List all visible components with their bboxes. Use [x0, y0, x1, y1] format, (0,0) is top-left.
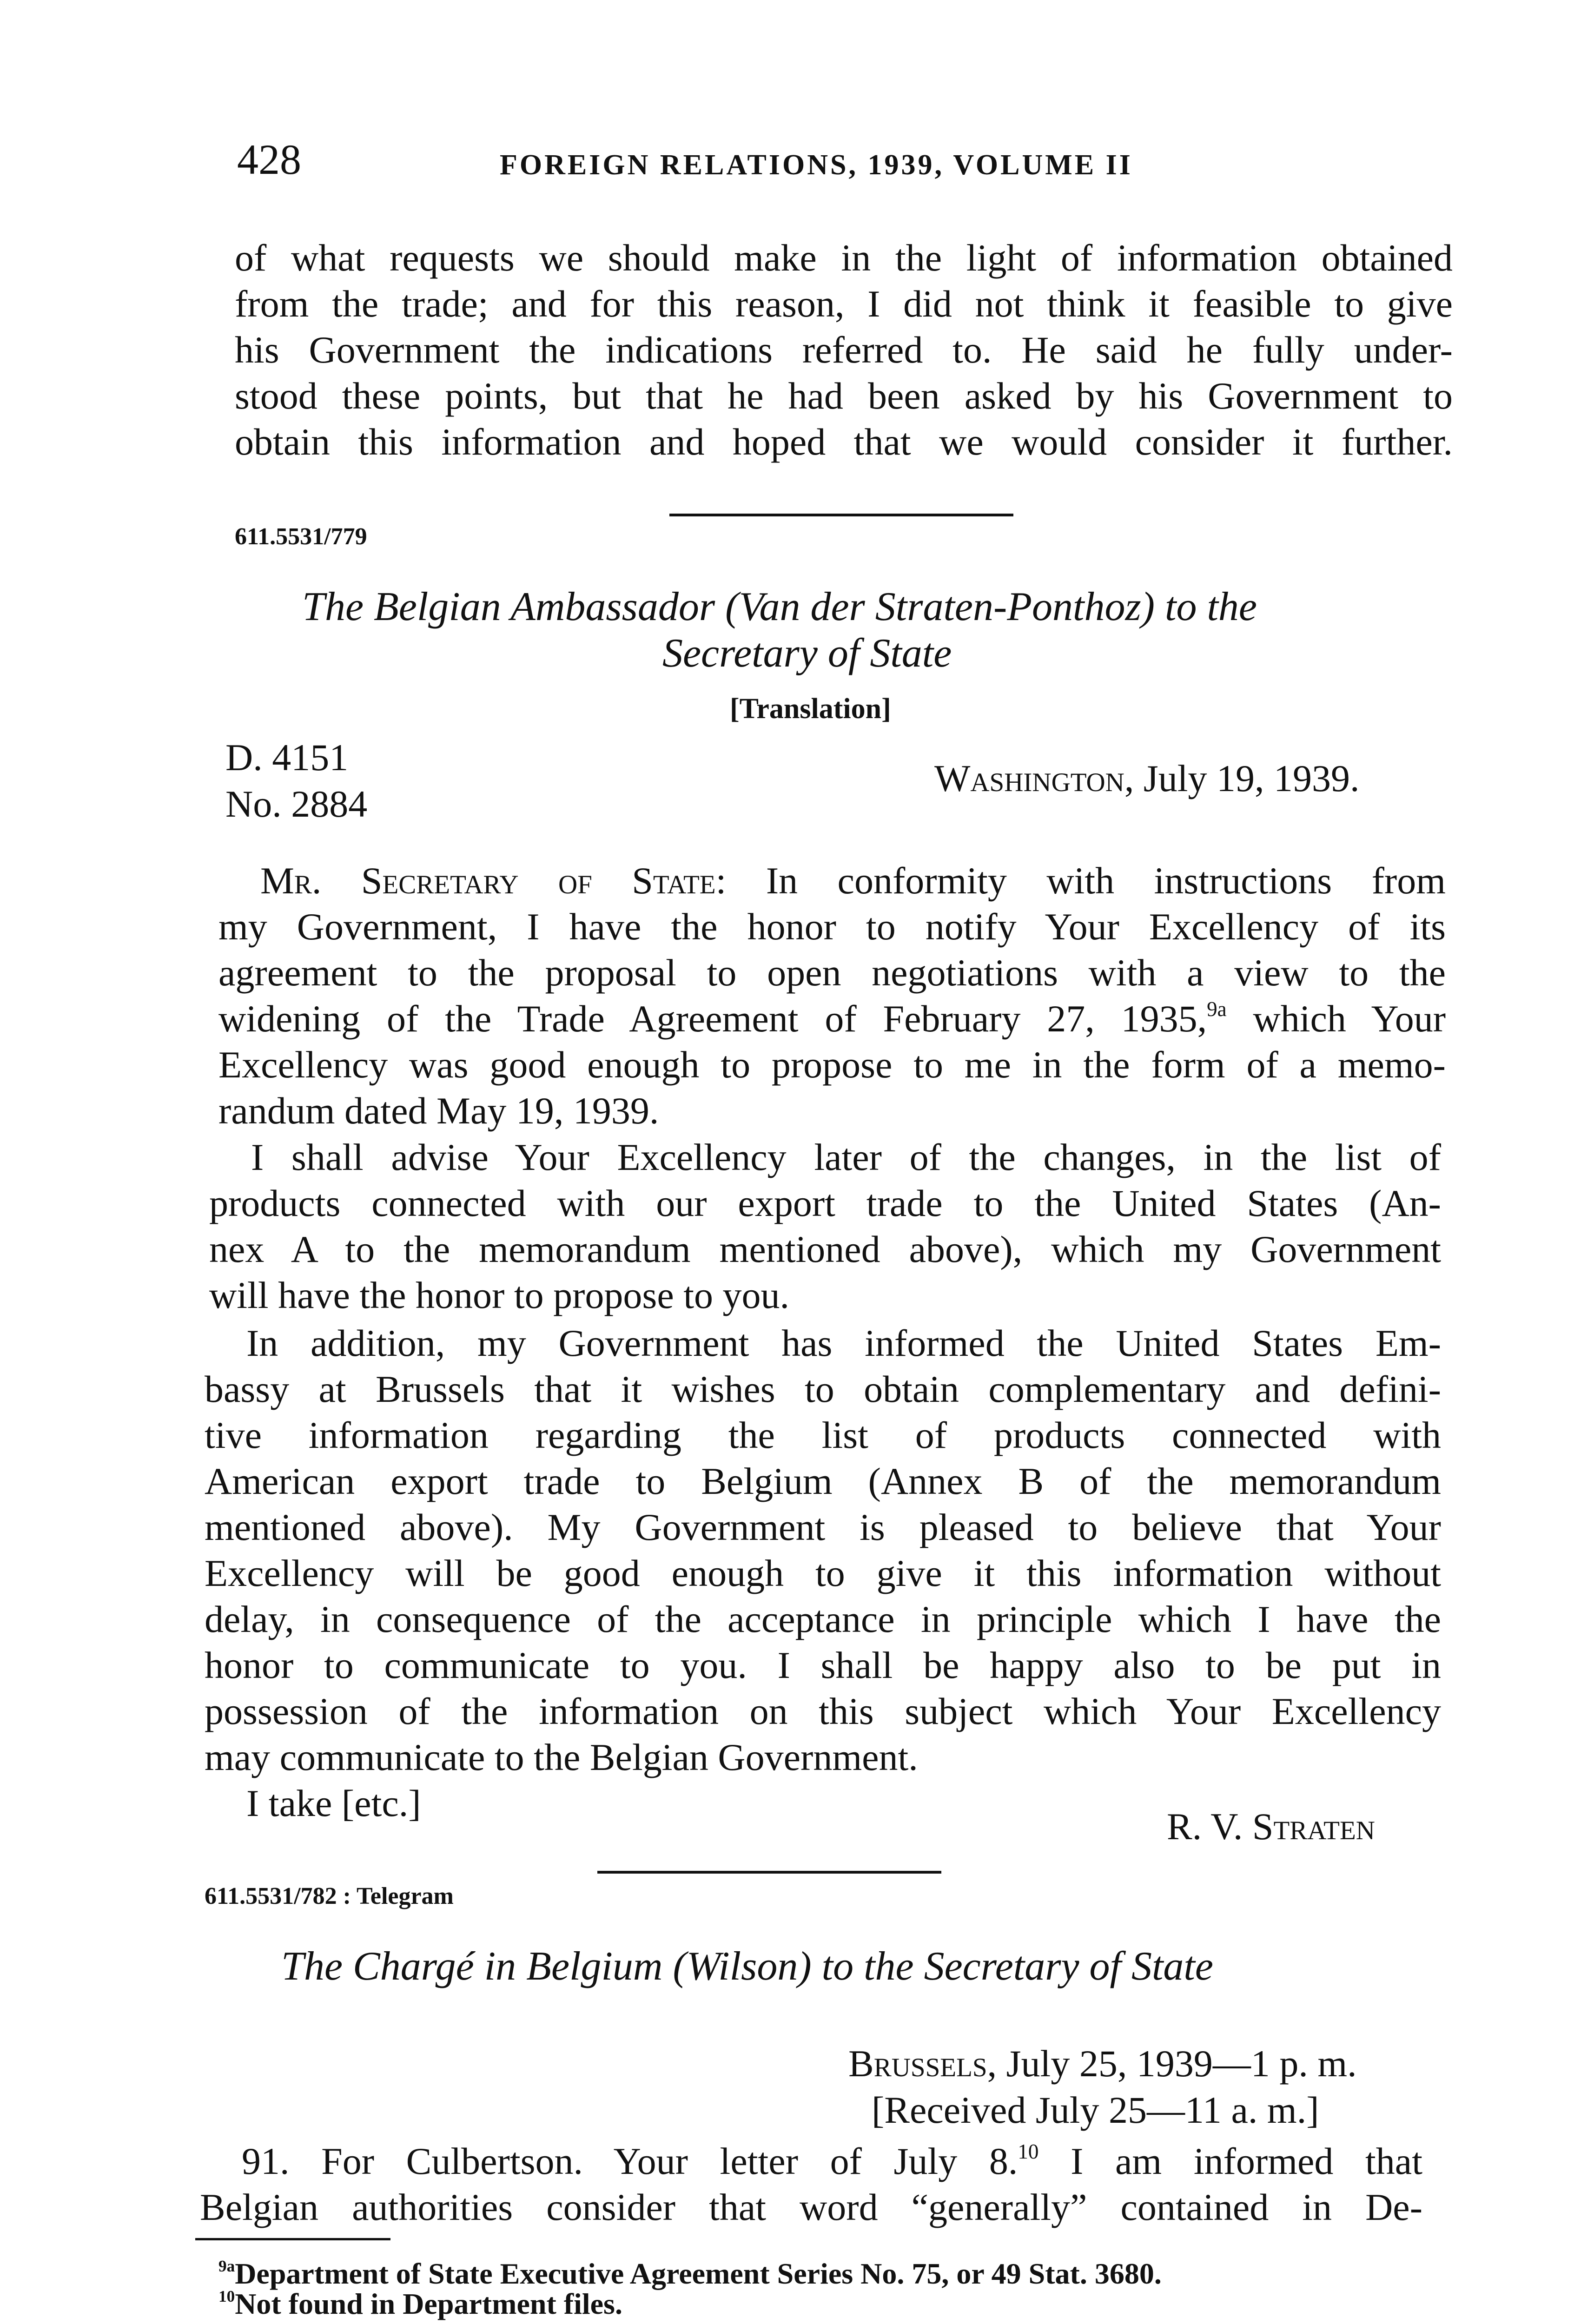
footnote-9a: $^{9a}$Department of State Executive Agreement Series No. 75, or 49 Stat. 3680. [218, 2257, 1162, 2290]
text-line: products connected with our export trade to the United States (An- [209, 1182, 1441, 1224]
text-line: I shall advise Your Excellency later of the changes, in the list of [251, 1136, 1441, 1178]
received-note: [Received July 25—11 a. m.] [872, 2089, 1319, 2131]
text-line: Mr. Secretary of State: In conformity with instructions from [260, 859, 1446, 902]
text-line: stood these points, but that he had been asked by his Government to [235, 375, 1453, 417]
section-divider [597, 1871, 941, 1874]
text-line: his Government the indications referred to. He said he fully under- [235, 329, 1453, 371]
place-name: Washington [934, 757, 1124, 799]
document-heading: The Chargé in Belgium (Wilson) to the Secretary of State [281, 1944, 1213, 1989]
text-line: possession of the information on this subject which Your Excellency [205, 1690, 1441, 1732]
date-text: , July 25, 1939—1 p. m. [987, 2042, 1357, 2085]
section-divider [669, 514, 1013, 516]
date-text: , July 19, 1939. [1124, 757, 1360, 799]
text-line: widening of the Trade Agreement of February 27, 1935,$^{9a}$ which Your [218, 997, 1446, 1040]
text-line: honor to communicate to you. I shall be happy also to be put in [205, 1644, 1441, 1686]
file-number: 611.5531/779 [235, 523, 367, 550]
file-number: 611.5531/782 : Telegram [205, 1883, 454, 1909]
text-line: tive information regarding the list of products connected with [205, 1414, 1441, 1456]
text-line: agreement to the proposal to open negotiations with a view to the [218, 951, 1446, 994]
text-line: bassy at Brussels that it wishes to obtain complementary and defini- [205, 1368, 1441, 1410]
letter-paragraph-2 [209, 1134, 1441, 1318]
footnote-mark: 10 [218, 2287, 235, 2306]
text-line: nex A to the memorandum mentioned above), which my Government [209, 1228, 1441, 1270]
text-line: will have the honor to propose to you. [209, 1274, 790, 1316]
text-line: delay, in consequence of the acceptance in principle which I have the [205, 1598, 1441, 1640]
text-line: In addition, my Government has informed the United States Em- [246, 1322, 1441, 1364]
text-line: Belgian authorities consider that word “generally” contained in De- [200, 2186, 1422, 2228]
text-line: Excellency will be good enough to give it this information without [205, 1552, 1441, 1594]
letter-paragraph-1 [218, 858, 1446, 1134]
text-line: randum dated May 19, 1939. [218, 1089, 659, 1132]
salutation: Mr. Secretary of State [260, 859, 716, 902]
reference-number: No. 2884 [225, 783, 368, 825]
letter-paragraph-3 [205, 1320, 1441, 1780]
text-line: mentioned above). My Government is pleased to believe that Your [205, 1506, 1441, 1548]
translation-note: [Translation] [730, 693, 891, 725]
reference-d: D. 4151 [225, 736, 349, 779]
text-line: may communicate to the Belgian Government. [205, 1736, 918, 1778]
document-heading: The Belgian Ambassador (Van der Straten-Ponthoz) to the [302, 584, 1257, 629]
place-date [934, 755, 1360, 802]
closing: I take [etc.] [246, 1782, 421, 1824]
footnote-reference: 9a [1207, 997, 1227, 1021]
text-line: my Government, I have the honor to notify Your Excellency of its [218, 905, 1446, 948]
document-heading-continued: Secretary of State [662, 631, 952, 676]
running-title: FOREIGN RELATIONS, 1939, VOLUME II [500, 149, 1133, 181]
footnote-divider [195, 2238, 390, 2240]
place-name: Brussels [848, 2042, 987, 2085]
text-line: obtain this information and hoped that we would consider it further. [235, 421, 1453, 463]
footnote-reference: 10 [1018, 2140, 1039, 2164]
signature: R. V. Straten [1167, 1805, 1375, 1848]
text-line: Excellency was good enough to propose to me in the form of a memo- [218, 1043, 1446, 1086]
text-line: 91. For Culbertson. Your letter of July 8.10 I am informed that [242, 2140, 1422, 2182]
telegram-paragraph [200, 2138, 1422, 2230]
text-line: from the trade; and for this reason, I did not think it feasible to give [235, 283, 1453, 325]
footnote-10: $^{10}$Not found in Department files. [218, 2287, 622, 2320]
telegram-date [848, 2040, 1357, 2087]
footnote-mark: 9a [218, 2257, 235, 2276]
intro-paragraph [235, 235, 1453, 465]
page-number: 428 [237, 136, 301, 183]
text-line: American export trade to Belgium (Annex B of the memorandum [205, 1460, 1441, 1502]
text-line: of what requests we should make in the light of information obtained [235, 237, 1453, 279]
